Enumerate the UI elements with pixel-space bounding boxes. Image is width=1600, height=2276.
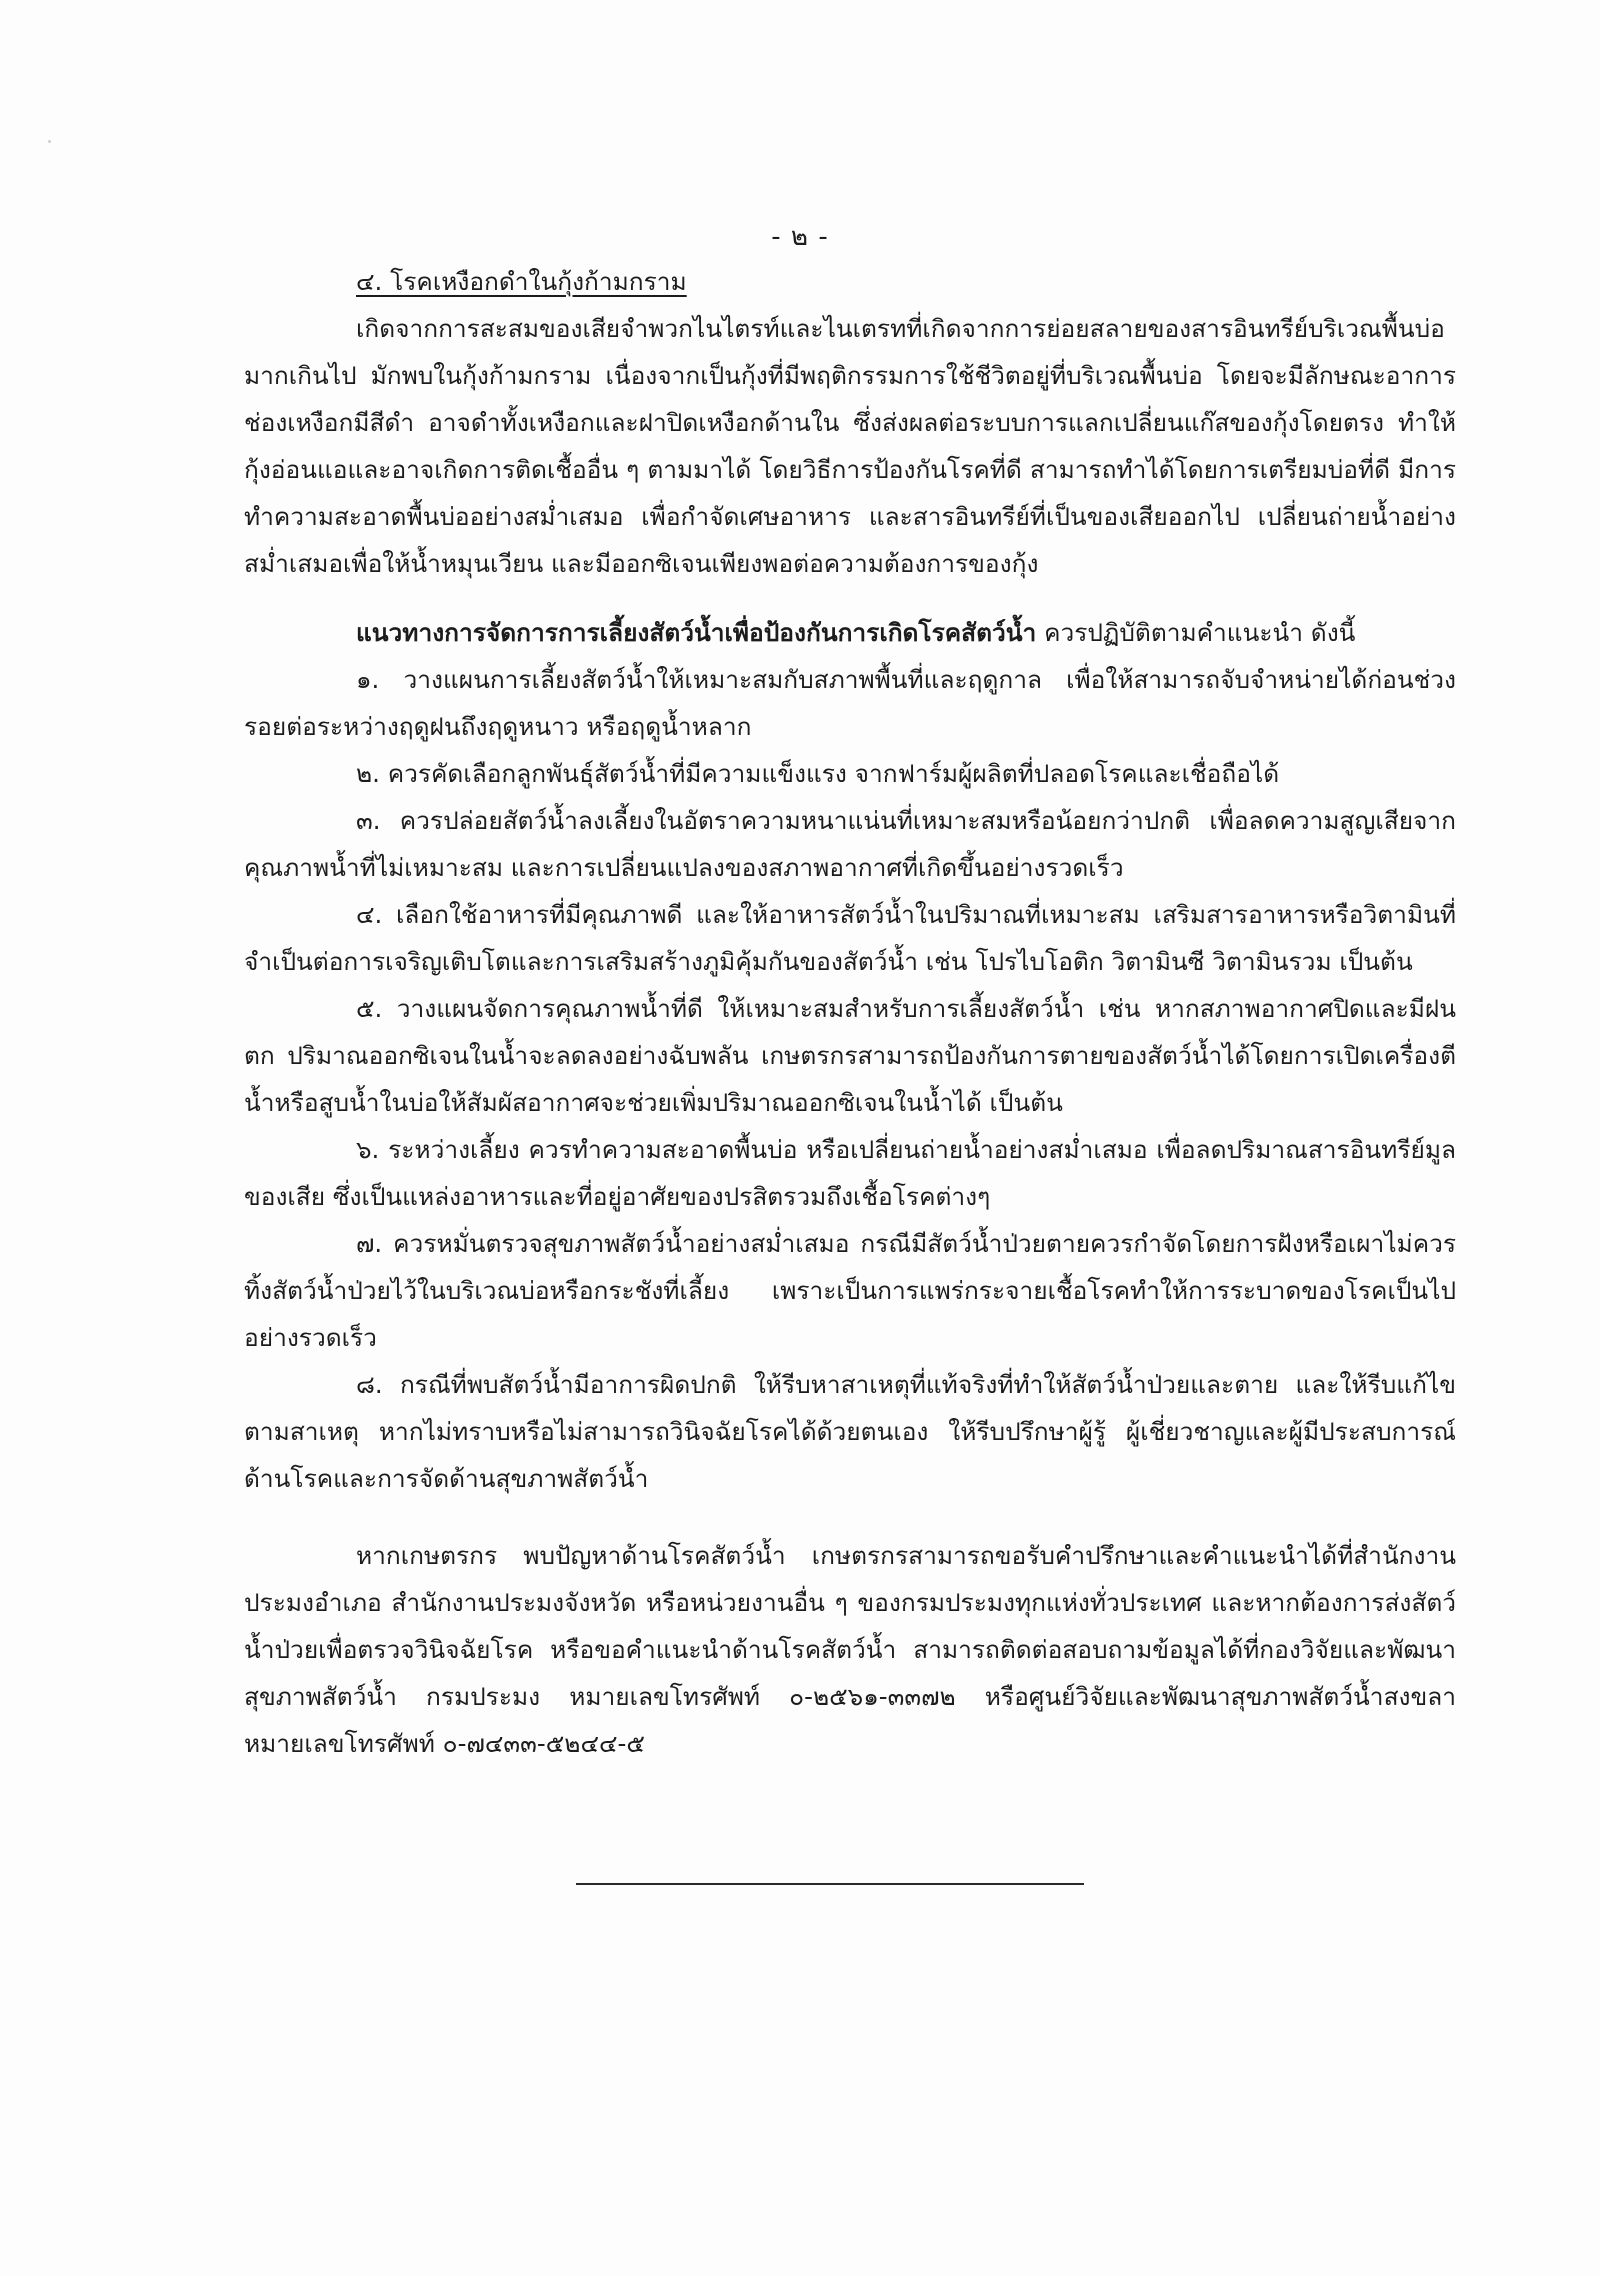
guideline-item: ๒. ควรคัดเลือกลูกพันธุ์สัตว์น้ำที่มีความแข็งแรง จากฟาร์มผู้ผลิตที่ปลอดโรคและเชื่อถือได้	[356, 759, 1280, 788]
guideline-item: ๓. ควรปล่อยสัตว์น้ำลงเลี้ยงในอัตราความหนาแน่นที่เหมาะสมหรือน้อยกว่าปกติ เพื่อลดความสูญเสียจากคุณภาพน้ำที่ไม่เหมาะสม และการเปลี่ยนแปลงของสภาพอากาศที่เกิดขึ้นอย่างรวดเร็ว	[244, 806, 1456, 882]
page-number: - ๒ -	[771, 222, 829, 252]
guidelines-title-bold: แนวทางการจัดการการเลี้ยงสัตว์น้ำเพื่อป้องกันการเกิดโรคสัตว์น้ำ	[356, 618, 1037, 647]
section-heading: ๔. โรคเหงือกดำในกุ้งก้ามกราม	[356, 267, 687, 296]
scan-speck	[48, 140, 51, 143]
guidelines-title	[244, 609, 1456, 656]
guideline-item: ๑. วางแผนการเลี้ยงสัตว์น้ำให้เหมาะสมกับสภาพพื้นที่และฤดูกาล เพื่อให้สามารถจับจำหน่ายได้ก่อนช่วงรอยต่อระหว่างฤดูฝนถึงฤดูหนาว หรือฤดูน้ำหลาก	[244, 665, 1456, 741]
section-paragraph: เกิดจากการสะสมของเสียจำพวกไนไตรท์และไนเตรทที่เกิดจากการย่อยสลายของสารอินทรีย์บริเวณพื้นบ่อมากเกินไป มักพบในกุ้งก้ามกราม เนื่องจากเป็นกุ้งที่มีพฤติกรรมการใช้ชีวิตอยู่ที่บริเวณพื้นบ่อ โดยจะมีลักษณะอาการช่องเหงือกมีสีดำ อาจดำทั้งเหงือกและฝาปิดเหงือกด้านใน ซึ่งส่งผลต่อระบบการแลกเปลี่ยนแก๊สของกุ้งโดยตรง ทำให้กุ้งอ่อนแอและอาจเกิดการติดเชื้ออื่น ๆ ตามมาได้ โดยวิธีการป้องกันโรคที่ดี สามารถทำได้โดยการเตรียมบ่อที่ดี มีการทำความสะอาดพื้นบ่ออย่างสม่ำเสมอ เพื่อกำจัดเศษอาหาร และสารอินทรีย์ที่เป็นของเสียออกไป เปลี่ยนถ่ายน้ำอย่างสม่ำเสมอเพื่อให้น้ำหมุนเวียน และมีออกซิเจนเพียงพอต่อความต้องการของกุ้ง	[244, 314, 1456, 578]
guideline-item: ๕. วางแผนจัดการคุณภาพน้ำที่ดี ให้เหมาะสมสำหรับการเลี้ยงสัตว์น้ำ เช่น หากสภาพอากาศปิดและมีฝนตก ปริมาณออกซิเจนในน้ำจะลดลงอย่างฉับพลัน เกษตรกรสามารถป้องกันการตายของสัตว์น้ำได้โดยการเปิดเครื่องตีน้ำหรือสูบน้ำในบ่อให้สัมผัสอากาศจะช่วยเพิ่มปริมาณออกซิเจนในน้ำได้ เป็นต้น	[244, 994, 1456, 1117]
guidelines-list	[244, 656, 1456, 1502]
guideline-item: ๖. ระหว่างเลี้ยง ควรทำความสะอาดพื้นบ่อ หรือเปลี่ยนถ่ายน้ำอย่างสม่ำเสมอ เพื่อลดปริมาณสารอินทรีย์มูลของเสีย ซึ่งเป็นแหล่งอาหารและที่อยู่อาศัยของปรสิตรวมถึงเชื้อโรคต่างๆ	[244, 1135, 1456, 1211]
guidelines-title-rest: ควรปฏิบัติตามคำแนะนำ ดังนี้	[1036, 618, 1356, 647]
contact-paragraph: หากเกษตรกร พบปัญหาด้านโรคสัตว์น้ำ เกษตรกรสามารถขอรับคำปรึกษาและคำแนะนำได้ที่สำนักงานประมงอำเภอ สำนักงานประมงจังหวัด หรือหน่วยงานอื่น ๆ ของกรมประมงทุกแห่งทั่วประเทศ และหากต้องการส่งสัตว์น้ำป่วยเพื่อตรวจวินิจฉัยโรค หรือขอคำแนะนำด้านโรคสัตว์น้ำ สามารถติดต่อสอบถามข้อมูลได้ที่กองวิจัยและพัฒนาสุขภาพสัตว์น้ำ กรมประมง หมายเลขโทรศัพท์ ๐-๒๕๖๑-๓๓๗๒ หรือศูนย์วิจัยและพัฒนาสุขภาพสัตว์น้ำสงขลา หมายเลขโทรศัพท์ ๐-๗๔๓๓-๕๒๔๔-๕	[244, 1541, 1456, 1758]
end-divider	[576, 1883, 1084, 1885]
guideline-item: ๔. เลือกใช้อาหารที่มีคุณภาพดี และให้อาหารสัตว์น้ำในปริมาณที่เหมาะสม เสริมสารอาหารหรือวิตามินที่จำเป็นต่อการเจริญเติบโตและการเสริมสร้างภูมิคุ้มกันของสัตว์น้ำ เช่น โปรไบโอติก วิตามินซี วิตามินรวม เป็นต้น	[244, 900, 1456, 976]
guideline-item: ๘. กรณีที่พบสัตว์น้ำมีอาการผิดปกติ ให้รีบหาสาเหตุที่แท้จริงที่ทำให้สัตว์น้ำป่วยและตาย และให้รีบแก้ไขตามสาเหตุ หากไม่ทราบหรือไม่สามารถวินิจฉัยโรคได้ด้วยตนเอง ให้รีบปรึกษาผู้รู้ ผู้เชี่ยวชาญและผู้มีประสบการณ์ด้านโรคและการจัดด้านสุขภาพสัตว์น้ำ	[244, 1370, 1456, 1493]
guideline-item: ๗. ควรหมั่นตรวจสุขภาพสัตว์น้ำอย่างสม่ำเสมอ กรณีมีสัตว์น้ำป่วยตายควรกำจัดโดยการฝังหรือเผาไม่ควรทิ้งสัตว์น้ำป่วยไว้ในบริเวณบ่อหรือกระชังที่เลี้ยง เพราะเป็นการแพร่กระจายเชื้อโรคทำให้การระบาดของโรคเป็นไปอย่างรวดเร็ว	[244, 1229, 1456, 1352]
document-body	[244, 258, 1456, 1767]
